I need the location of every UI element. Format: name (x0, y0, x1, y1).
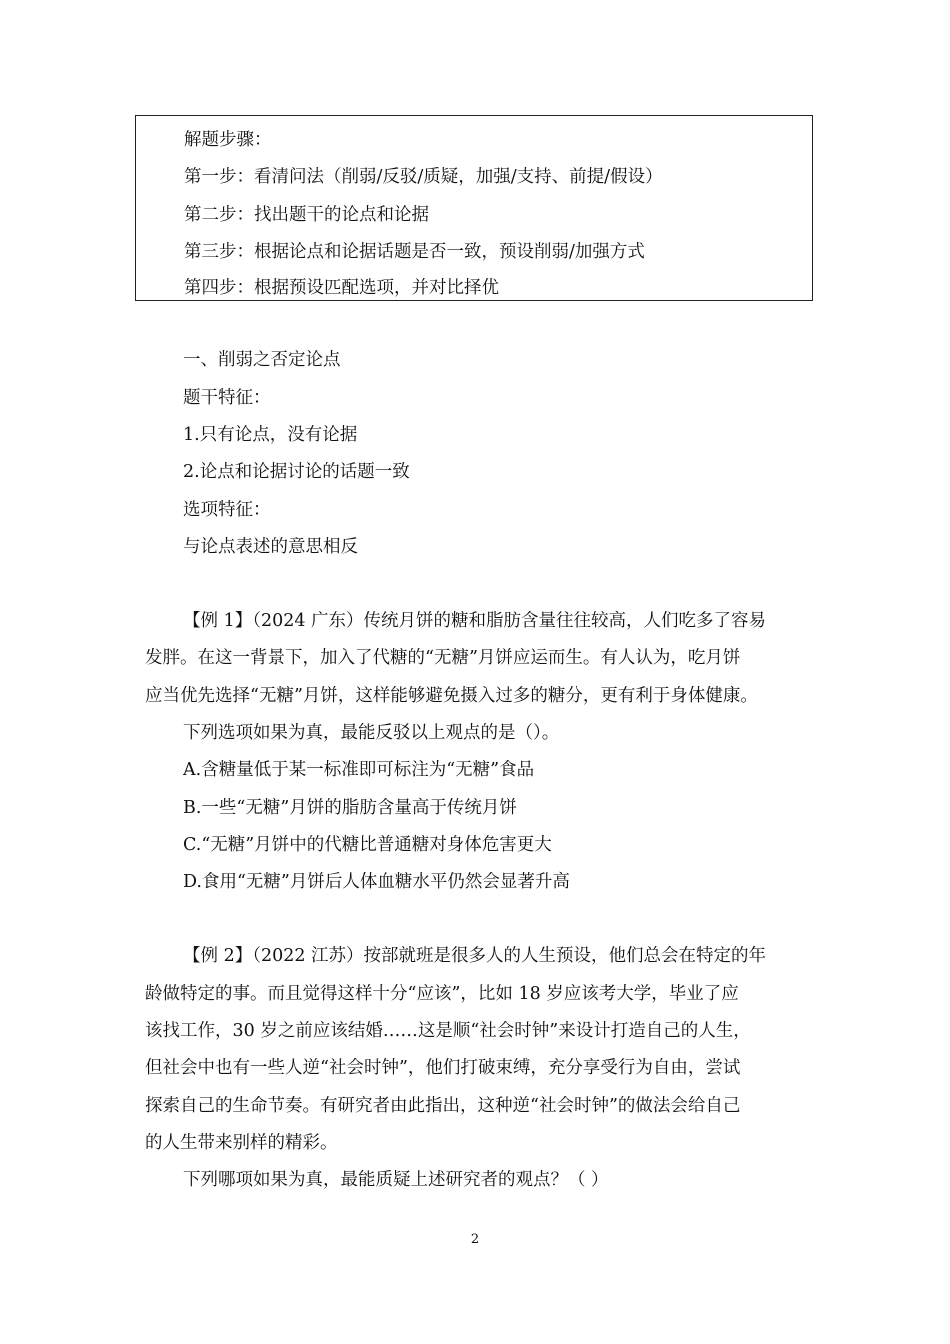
example2-line: 探索自己的生命节奏。有研究者由此指出，这种逆“社会时钟”的做法会给自己 (145, 1096, 741, 1116)
example1-option-c: C.“无糖”月饼中的代糖比普通糖对身体危害更大 (183, 835, 552, 855)
example1-line: 【例 1】（2024 广东）传统月饼的糖和脂肪含量往往较高，人们吃多了容易 (183, 611, 767, 631)
example2-line: 但社会中也有一些人逆“社会时钟”，他们打破束缚，充分享受行为自由，尝试 (145, 1058, 741, 1078)
step-3: 第三步：根据论点和论据话题是否一致，预设削弱/加强方式 (184, 242, 645, 262)
example1-line: 发胖。在这一背景下，加入了代糖的“无糖”月饼应运而生。有人认为，吃月饼 (145, 648, 741, 668)
example2-line: 【例 2】（2022 江苏）按部就班是很多人的人生预设，他们总会在特定的年 (183, 946, 767, 966)
stem-features-label: 题干特征： (183, 388, 271, 408)
example1-question: 下列选项如果为真，最能反驳以上观点的是（）。 (183, 723, 560, 743)
example1-option-a: A.含糖量低于某一标准即可标注为“无糖”食品 (183, 760, 535, 780)
stem-feature-2: 2.论点和论据讨论的话题一致 (183, 462, 410, 482)
example1-line: 应当优先选择“无糖”月饼，这样能够避免摄入过多的糖分，更有利于身体健康。 (145, 686, 758, 706)
page-number: 2 (470, 1232, 480, 1247)
example2-line: 龄做特定的事。而且觉得这样十分“应该”，比如 18 岁应该考大学，毕业了应 (145, 984, 739, 1004)
steps-title: 解题步骤： (184, 130, 272, 150)
step-4: 第四步：根据预设匹配选项，并对比择优 (184, 278, 499, 298)
step-2: 第二步：找出题干的论点和论据 (184, 205, 429, 225)
example2-question: 下列哪项如果为真，最能质疑上述研究者的观点？（ ） (183, 1170, 609, 1190)
option-features-label: 选项特征： (183, 500, 271, 520)
section-heading: 一、削弱之否定论点 (183, 350, 341, 370)
stem-feature-1: 1.只有论点，没有论据 (183, 425, 358, 445)
example1-option-d: D.食用“无糖”月饼后人体血糖水平仍然会显著升高 (183, 872, 570, 892)
example2-line: 该找工作，30 岁之前应该结婚……这是顺“社会时钟”来设计打造自己的人生， (145, 1021, 751, 1041)
example1-option-b: B.一些“无糖”月饼的脂肪含量高于传统月饼 (183, 798, 517, 818)
step-1: 第一步：看清问法（削弱/反驳/质疑，加强/支持、前提/假设） (184, 167, 663, 187)
option-feature-text: 与论点表述的意思相反 (183, 537, 358, 557)
solution-steps-box (135, 115, 813, 301)
example2-line: 的人生带来别样的精彩。 (145, 1133, 338, 1153)
